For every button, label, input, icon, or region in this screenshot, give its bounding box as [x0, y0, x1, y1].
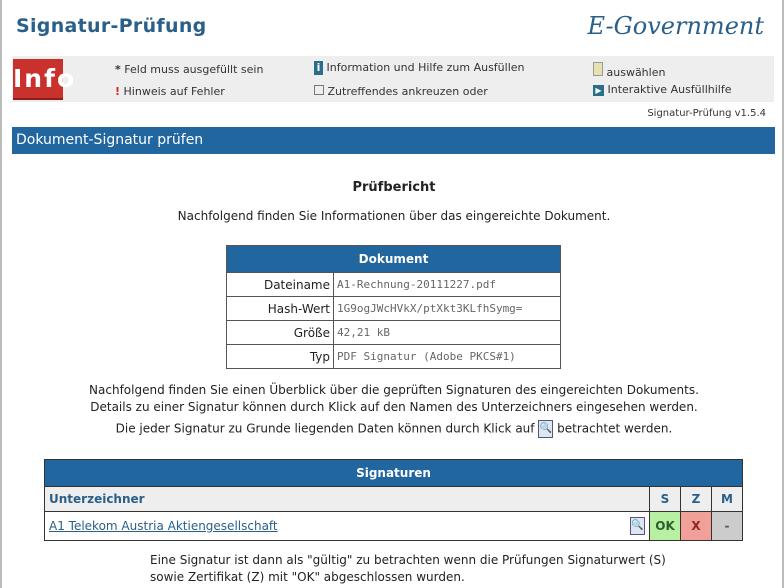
play-icon: ▶	[593, 85, 604, 96]
table-row	[227, 321, 561, 345]
report-title: Prüfbericht	[352, 180, 436, 195]
exclamation-icon: !	[115, 85, 121, 98]
version-label: Signatur-Prüfung v1.5.4	[647, 108, 766, 119]
legend-checkbox-label: Zutreffendes ankreuzen oder	[327, 85, 488, 98]
legend-checkbox	[314, 85, 488, 98]
overview-line3-end: betrachtet werden.	[557, 421, 673, 436]
col-m: M	[712, 487, 743, 512]
overview-line2: Details zu einer Signatur können durch Klick auf den Namen des Unterzeichners eingesehen werden.	[90, 400, 698, 414]
checkbox-icon	[314, 85, 324, 95]
info-icon: i	[314, 61, 323, 75]
overview-line1: Nachfolgend finden Sie einen Überblick über die geprüften Signaturen des eingereichten Dokuments.	[89, 383, 699, 397]
col-z: Z	[681, 487, 712, 512]
row-value: A1-Rechnung-20111227.pdf	[334, 273, 561, 297]
signer-link[interactable]: A1 Telekom Austria Aktiengesellschaft	[49, 519, 278, 533]
legend-interactive	[593, 83, 731, 96]
table-row	[227, 345, 561, 369]
row-value: 42,21 kB	[334, 321, 561, 345]
table-row	[45, 512, 743, 541]
table-row	[227, 273, 561, 297]
section-title: Dokument-Signatur prüfen	[12, 127, 775, 154]
overview-line3-text: Die jeder Signatur zu Grunde liegenden Daten können durch Klick auf	[115, 421, 535, 436]
status-z: X	[681, 512, 712, 541]
footer-line2: sowie Zertifikat (Z) mit "OK" abgeschlossen wurden.	[150, 570, 465, 584]
row-label: Größe	[227, 321, 334, 345]
document-table	[226, 245, 561, 369]
col-s: S	[650, 487, 681, 512]
overview-line3	[2, 420, 784, 438]
info-button[interactable]: Info	[13, 59, 63, 100]
col-signer: Unterzeichner	[45, 487, 650, 512]
view-signature-data-button[interactable]: 🔍	[630, 517, 645, 535]
signatures-table-header: Signaturen	[45, 460, 743, 487]
status-s: OK	[650, 512, 681, 541]
document-table-header: Dokument	[227, 246, 561, 273]
signatures-table	[44, 459, 743, 541]
row-value: PDF Signatur (Adobe PKCS#1)	[334, 345, 561, 369]
footer-line1: Eine Signatur ist dann als "gültig" zu betrachten wenn die Prüfungen Signaturwert (S)	[150, 553, 666, 567]
legend-select-label: auswählen	[606, 66, 666, 79]
table-row	[227, 297, 561, 321]
legend-required-label: Feld muss ausgefüllt sein	[124, 63, 264, 76]
legend-error	[115, 85, 225, 98]
row-value: 1G9ogJWcHVkX/ptXkt3KLfhSymg=	[334, 297, 561, 321]
status-m: -	[712, 512, 743, 541]
legend-error-label: Hinweis auf Fehler	[123, 85, 225, 98]
page-title: Signatur-Prüfung	[16, 15, 207, 37]
legend-select	[593, 62, 665, 79]
legend-interactive-label: Interaktive Ausfüllhilfe	[607, 83, 732, 96]
view-data-icon: 🔍	[538, 420, 553, 438]
row-label: Typ	[227, 345, 334, 369]
row-label: Hash-Wert	[227, 297, 334, 321]
legend-required	[115, 63, 263, 76]
legend-info-label: Information und Hilfe zum Ausfüllen	[326, 61, 525, 74]
dropdown-icon	[593, 62, 603, 76]
legend-info	[314, 61, 525, 75]
report-intro: Nachfolgend finden Sie Informationen über das eingereichte Dokument.	[177, 209, 611, 223]
brand-logo: E-Government	[587, 12, 764, 40]
asterisk-icon: *	[115, 63, 121, 76]
row-label: Dateiname	[227, 273, 334, 297]
